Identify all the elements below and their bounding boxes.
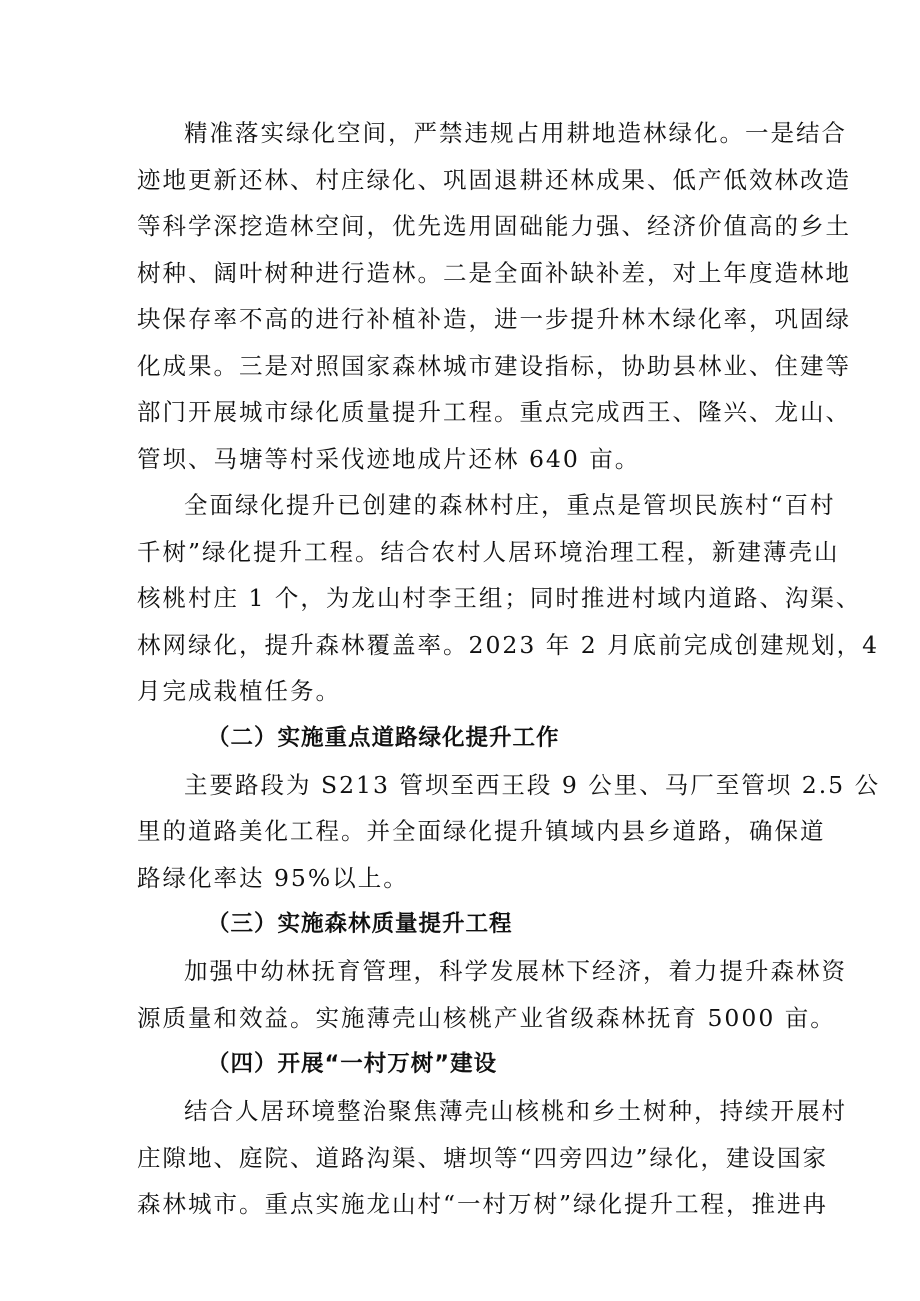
paragraph-line: 化成果。三是对照国家森林城市建设指标，协助县林业、住建等 — [137, 351, 851, 380]
paragraph-line: 千树”绿化提升工程。结合农村人居环境治理工程，新建薄壳山 — [137, 537, 840, 566]
paragraph-line: 等科学深挖造林空间，优先选用固础能力强、经济价值高的乡土 — [137, 212, 851, 240]
section-heading: （三）实施森林质量提升工程 — [207, 911, 513, 937]
paragraph-line: 全面绿化提升已创建的森林村庄，重点是管坝民族村“百村 — [184, 491, 836, 519]
paragraph-line: 管坝、马塘等村采伐迹地成片还林 640 亩。 — [137, 444, 641, 473]
document-page — [137, 110, 881, 1228]
paragraph-line: 迹地更新还林、村庄绿化、巩固退耕还林成果、低产低效林改造 — [137, 165, 851, 194]
paragraph-line: 树种、阔叶树种进行造林。二是全面补缺补差，对上年度造林地 — [137, 258, 851, 287]
paragraph-line: 月完成栽植任务。 — [137, 677, 341, 705]
paragraph-line: 块保存率不高的进行补植补造，进一步提升林木绿化率，巩固绿 — [137, 305, 851, 333]
paragraph-line: 路绿化率达 95%以上。 — [137, 863, 409, 892]
paragraph-line: 精准落实绿化空间，严禁违规占用耕地造林绿化。一是结合 — [184, 119, 847, 147]
paragraph-line: 森林城市。重点实施龙山村“一村万树”绿化提升工程，推进冉 — [137, 1190, 829, 1218]
paragraph-line: 结合人居环境整治聚焦薄壳山核桃和乡土树种，持续开展村 — [184, 1097, 847, 1125]
paragraph-line: 主要路段为 S213 管坝至西王段 9 公里、马厂至管坝 2.5 公 — [184, 770, 881, 799]
section-heading: （四）开展“一村万树”建设 — [207, 1051, 498, 1077]
paragraph-line: 加强中幼林抚育管理，科学发展林下经济，着力提升森林资 — [184, 957, 847, 985]
paragraph-line: 核桃村庄 1 个，为龙山村李王组；同时推进村域内道路、沟渠、 — [137, 584, 862, 612]
paragraph-line: 庄隙地、庭院、道路沟渠、塘坝等“四旁四边”绿化，建设国家 — [137, 1143, 829, 1172]
paragraph-line: 林网绿化，提升森林覆盖率。2023 年 2 月底前完成创建规划，4 — [137, 630, 880, 659]
paragraph-line: 源质量和效益。实施薄壳山核桃产业省级森林抚育 5000 亩。 — [137, 1003, 836, 1032]
paragraph-line: 里的道路美化工程。并全面绿化提升镇域内县乡道路，确保道 — [137, 817, 826, 845]
section-heading: （二）实施重点道路绿化提升工作 — [207, 724, 560, 751]
paragraph-line: 部门开展城市绿化质量提升工程。重点完成西王、隆兴、龙山、 — [137, 398, 851, 426]
